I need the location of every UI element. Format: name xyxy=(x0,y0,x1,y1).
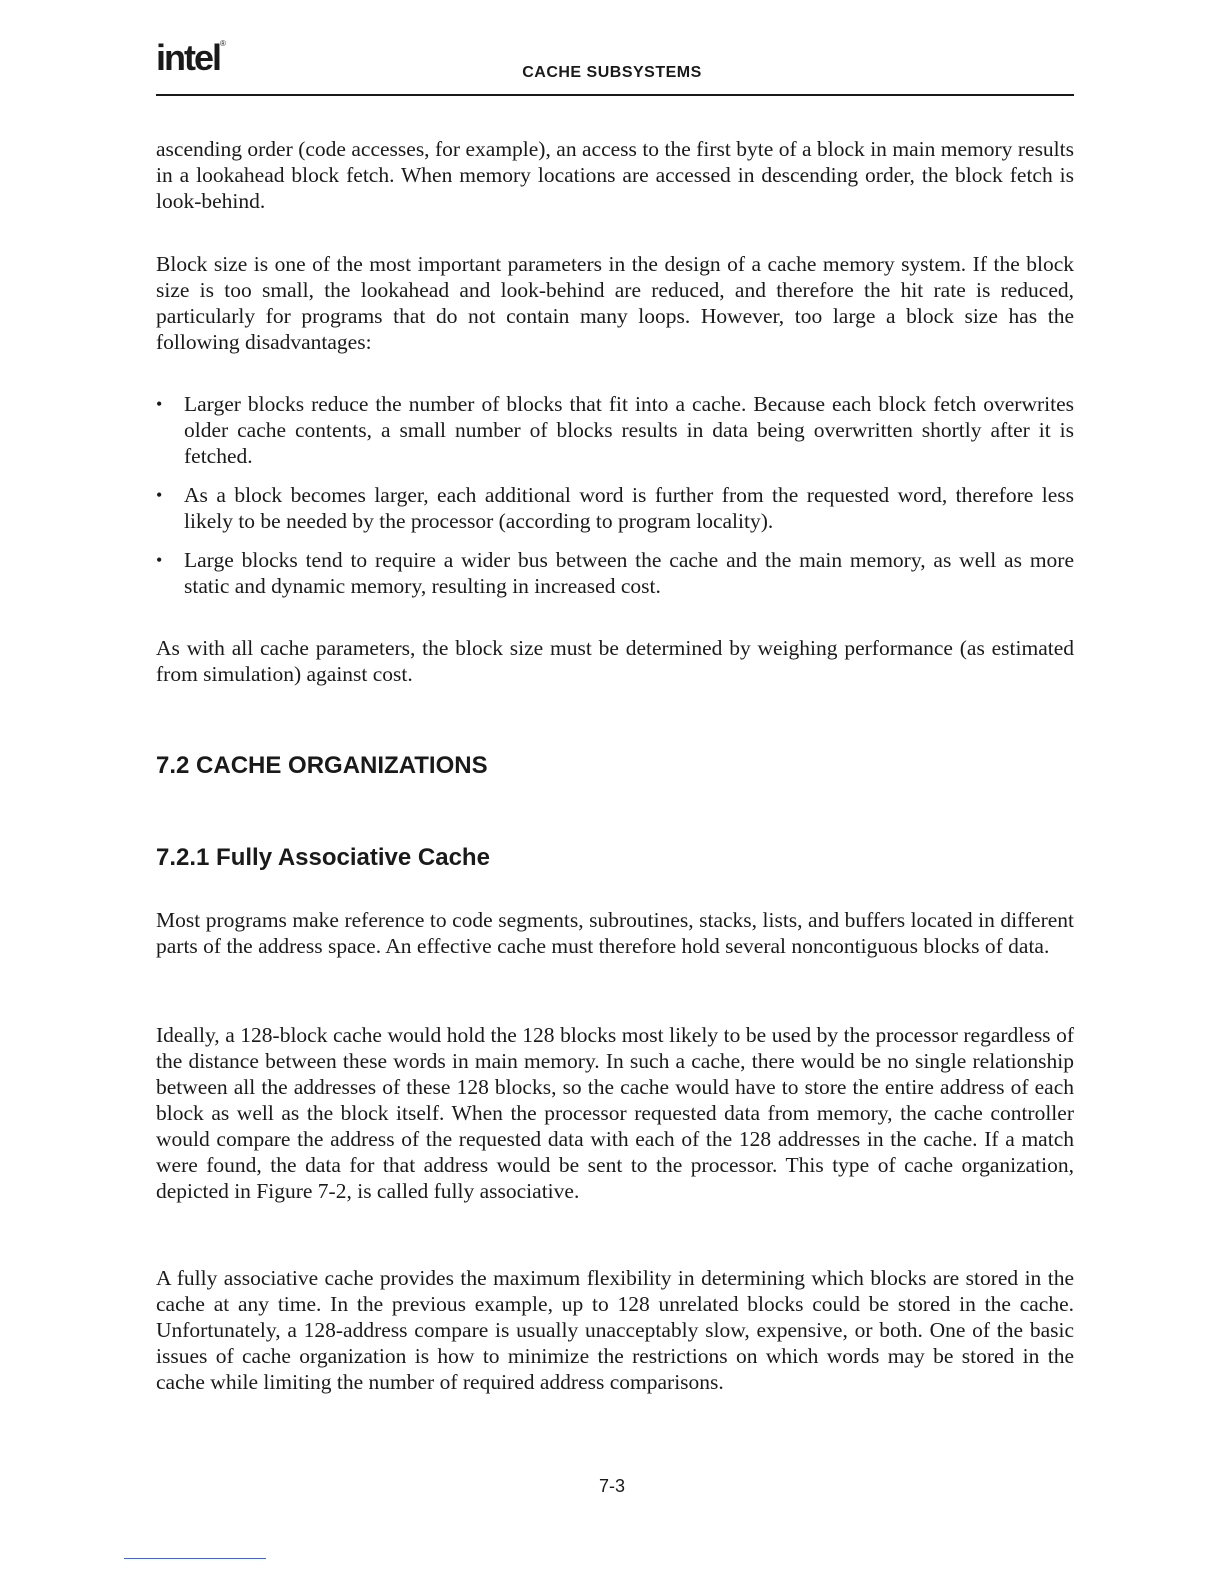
paragraph-lookahead: ascending order (code accesses, for example), an access to the first byte of a block in main memory results in a lookahead block fetch. When memory locations are accessed in descending order, the block fetch is look-behind. xyxy=(156,137,1074,213)
paragraph-flexibility: A fully associative cache provides the maximum flexibility in determining which blocks are stored in the cache at any time. In the previous example, up to 128 unrelated blocks could be stored in the cache. Unfortunately, a 128-address compare is usually unacceptably slow, expensive, or both. One of the basic issues of cache organization is how to minimize the restrictions on which words may be stored in the cache while limiting the number of required address comparisons. xyxy=(156,1266,1074,1394)
list-item-text: Large blocks tend to require a wider bus between the cache and the main memory, as well as more static and dynamic memory, resulting in increased cost. xyxy=(184,548,1074,598)
bullet-icon: • xyxy=(156,485,163,505)
header-rule xyxy=(156,94,1074,96)
section-heading: 7.2 CACHE ORGANIZATIONS xyxy=(156,752,488,779)
paragraph-code-segments: Most programs make reference to code segments, subroutines, stacks, lists, and buffers located in different parts of the address space. An effective cache must therefore hold several noncontiguous blocks of data. xyxy=(156,908,1074,958)
list-item-text: As a block becomes larger, each additional word is further from the requested word, therefore less likely to be needed by the processor (according to program locality). xyxy=(184,483,1074,533)
disadvantages-list xyxy=(156,391,1074,612)
paragraph-block-size: Block size is one of the most important parameters in the design of a cache memory system. If the block size is too small, the lookahead and look-behind are reduced, and therefore the hit rate is reduced, particularly for programs that do not contain many loops. However, too large a block size has the following disadvantages: xyxy=(156,252,1074,354)
footer-rule xyxy=(124,1558,266,1559)
list-item-text: Larger blocks reduce the number of blocks that fit into a cache. Because each block fetch overwrites older cache contents, a small number of blocks results in data being overwritten shortly after it is fetched. xyxy=(184,392,1074,468)
list-item xyxy=(156,391,1074,469)
page-number: 7-3 xyxy=(598,1476,625,1496)
logo-text: intel xyxy=(156,37,221,78)
running-header-title: CACHE SUBSYSTEMS xyxy=(522,64,702,81)
list-item xyxy=(156,482,1074,534)
subsection-heading: 7.2.1 Fully Associative Cache xyxy=(156,844,490,871)
bullet-icon: • xyxy=(156,394,163,414)
paragraph-128-block: Ideally, a 128-block cache would hold the 128 blocks most likely to be used by the processor regardless of the distance between these words in main memory. In such a cache, there would be no single relationship between all the addresses of these 128 blocks, so the cache would have to store the entire address of each block as well as the block itself. When the processor requested data from memory, the cache controller would compare the address of the requested data with each of the 128 addresses in the cache. If a match were found, the data for that address would be sent to the processor. This type of cache organization, depicted in Figure 7-2, is called fully associative. xyxy=(156,1023,1074,1203)
bullet-icon: • xyxy=(156,550,163,570)
registered-mark: ® xyxy=(220,39,226,48)
list-item xyxy=(156,547,1074,599)
paragraph-parameters: As with all cache parameters, the block size must be determined by weighing performance (as estimated from simulation) against cost. xyxy=(156,636,1074,686)
